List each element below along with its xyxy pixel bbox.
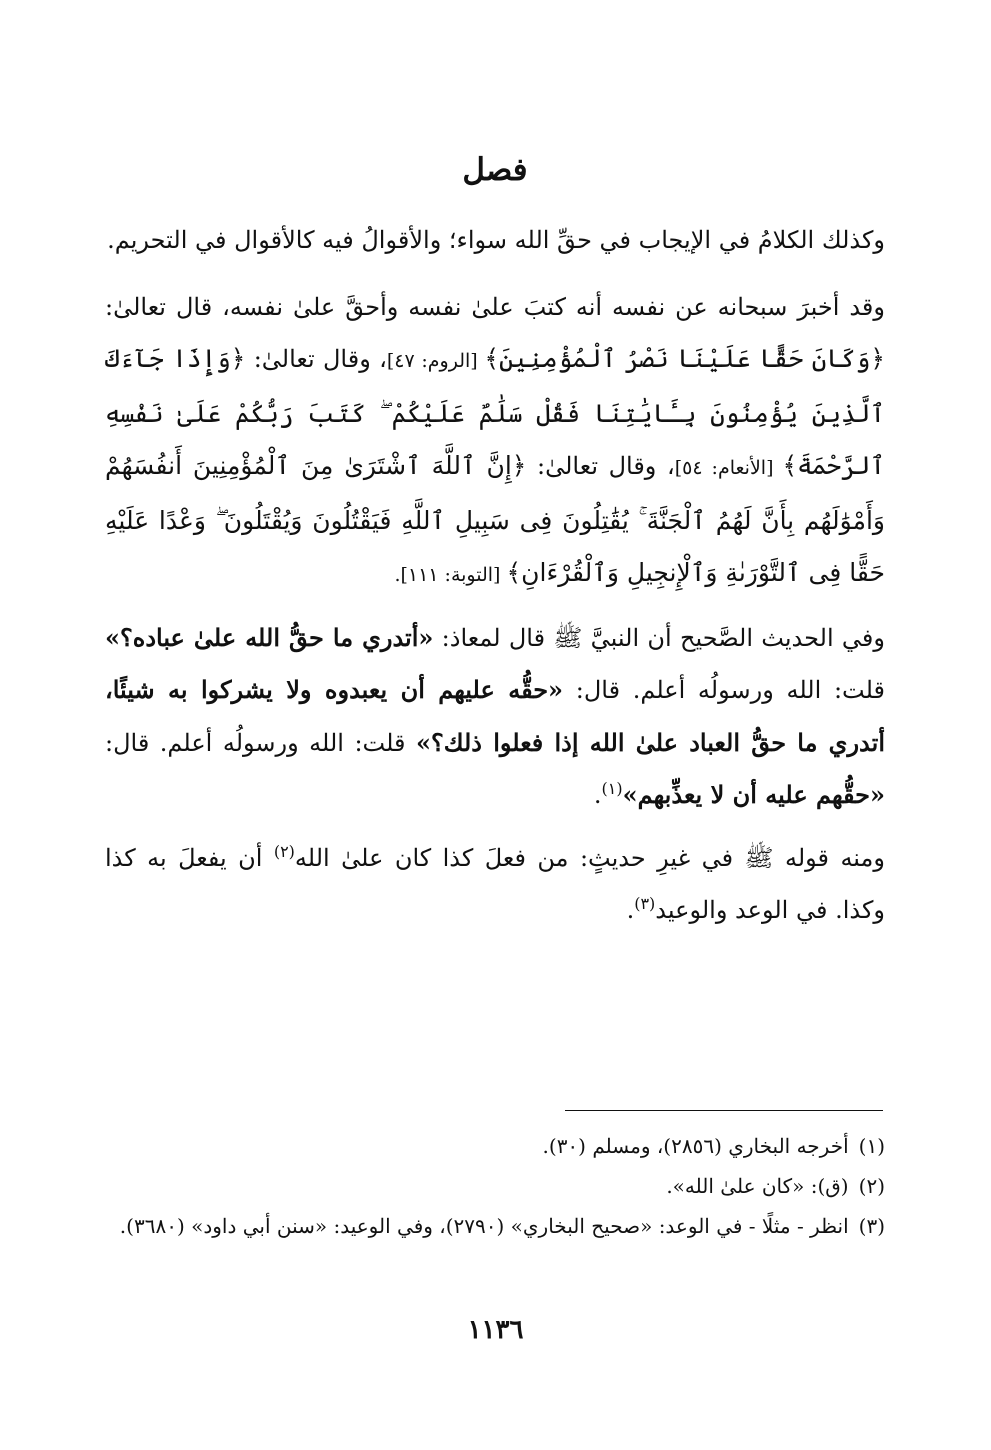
quran-reference-2: [الأنعام: ٥٤]: [674, 457, 783, 479]
footnote-text: (ق): «كان علىٰ الله».: [666, 1174, 849, 1198]
footnote-3: [105, 1206, 885, 1246]
quran-reference-3: [التوبة: ١١١].: [394, 564, 507, 586]
paragraph-3-reply-2: قلت: الله ورسولُه أعلم. قال:: [105, 728, 417, 757]
page-number: ١١٣٦: [467, 1315, 524, 1345]
paragraph-3-intro: وفي الحديث الصَّحيح أن النبيَّ ﷺ قال لمعاذ:: [433, 623, 885, 652]
footnote-marker-2[interactable]: (٢): [273, 841, 295, 861]
footnote-marker-3[interactable]: (٣): [634, 894, 656, 913]
hadith-question-1: «أتدري ما حقُّ الله علىٰ عباده؟»: [105, 622, 434, 652]
paragraph-3: [105, 612, 885, 822]
footnote-number: (١): [858, 1134, 885, 1158]
paragraph-2-connector-2: ، وقال تعالىٰ:: [526, 452, 675, 480]
hadith-answer-1: «حقُّه عليهم أن يعبدوه ولا يشركوا به شيئًا، أتدري ما حقُّ العباد علىٰ الله إذا فعلوا ذلك؟»: [105, 675, 885, 757]
paragraph-2: [105, 281, 885, 602]
paragraph-4: [105, 832, 885, 937]
footnote-number: (٣): [858, 1214, 885, 1238]
paragraph-4-end: .: [626, 896, 635, 924]
paragraph-2-connector-1: ، وقال تعالىٰ:: [245, 345, 387, 373]
footnote-2: [105, 1166, 885, 1206]
main-text: [105, 140, 885, 937]
paragraph-3-end: .: [593, 781, 602, 809]
footnotes: [105, 1126, 885, 1246]
quran-verse-2: ﴿وَإِذَا جَآءَكَ ٱلَّذِينَ يُؤْمِنُونَ بِـَٔايَٰتِنَا فَقُلْ سَلَٰمٌ عَلَيْكُمْ ۖ كَتَبَ رَبُّكُمْ عَلَىٰ نَفْسِهِ ٱلرَّحْمَةَ﴾: [105, 344, 886, 480]
footnote-separator: [565, 1110, 883, 1111]
quran-reference-1: [الروم: ٤٧]: [386, 350, 485, 372]
footnote-text: أخرجه البخاري (٢٨٥٦)، ومسلم (٣٠).: [542, 1134, 849, 1158]
paragraph-3-reply-1: قلت: الله ورسولُه أعلم. قال:: [563, 676, 886, 704]
quran-verse-3: ﴿إِنَّ ٱللَّهَ ٱشْتَرَىٰ مِنَ ٱلْمُؤْمِنِينَ أَنفُسَهُمْ وَأَمْوَٰلَهُم بِأَنَّ لَهُمُ ٱلْجَنَّةَ ۚ يُقَٰتِلُونَ فِى سَبِيلِ ٱللَّهِ فَيَقْتُلُونَ وَيُقْتَلُونَ ۖ وَعْدًا عَلَيْهِ حَقًّا فِى ٱلتَّوْرَىٰةِ وَٱلْإِنجِيلِ وَٱلْقُرْءَانِ﴾: [105, 451, 885, 587]
section-heading: فصل: [462, 152, 528, 188]
footnote-1: [105, 1126, 885, 1166]
paragraph-4-middle: أن يفعلَ به كذا وكذا. في الوعد والوعيد: [105, 843, 885, 924]
footnote-text: انظر - مثلًا - في الوعد: «صحيح البخاري» (٢٧٩٠)، وفي الوعيد: «سنن أبي داود» (٣٦٨٠).: [119, 1214, 849, 1238]
hadith-answer-2: «حقُّهم عليه أن لا يعذِّبهم»: [622, 780, 885, 809]
footnote-marker-1[interactable]: (١): [601, 779, 623, 798]
paragraph-1: وكذلك الكلامُ في الإيجاب في حقِّ الله سواء؛ والأقوالُ فيه كالأقوال في التحريم.: [107, 226, 885, 254]
quran-verse-1: ﴿وَكَانَ حَقًّا عَلَيْنَا نَصْرُ ٱلْمُؤْمِنِينَ﴾: [484, 344, 885, 373]
paragraph-2-intro: وقد أخبرَ سبحانه عن نفسه أنه كتبَ علىٰ نفسه وأحقَّ علىٰ نفسه، قال تعالىٰ:: [105, 292, 885, 321]
footnote-number: (٢): [858, 1174, 885, 1198]
paragraph-4-start: ومنه قوله ﷺ في غيرِ حديثٍ: من فعلَ كذا كان علىٰ الله: [294, 843, 885, 872]
